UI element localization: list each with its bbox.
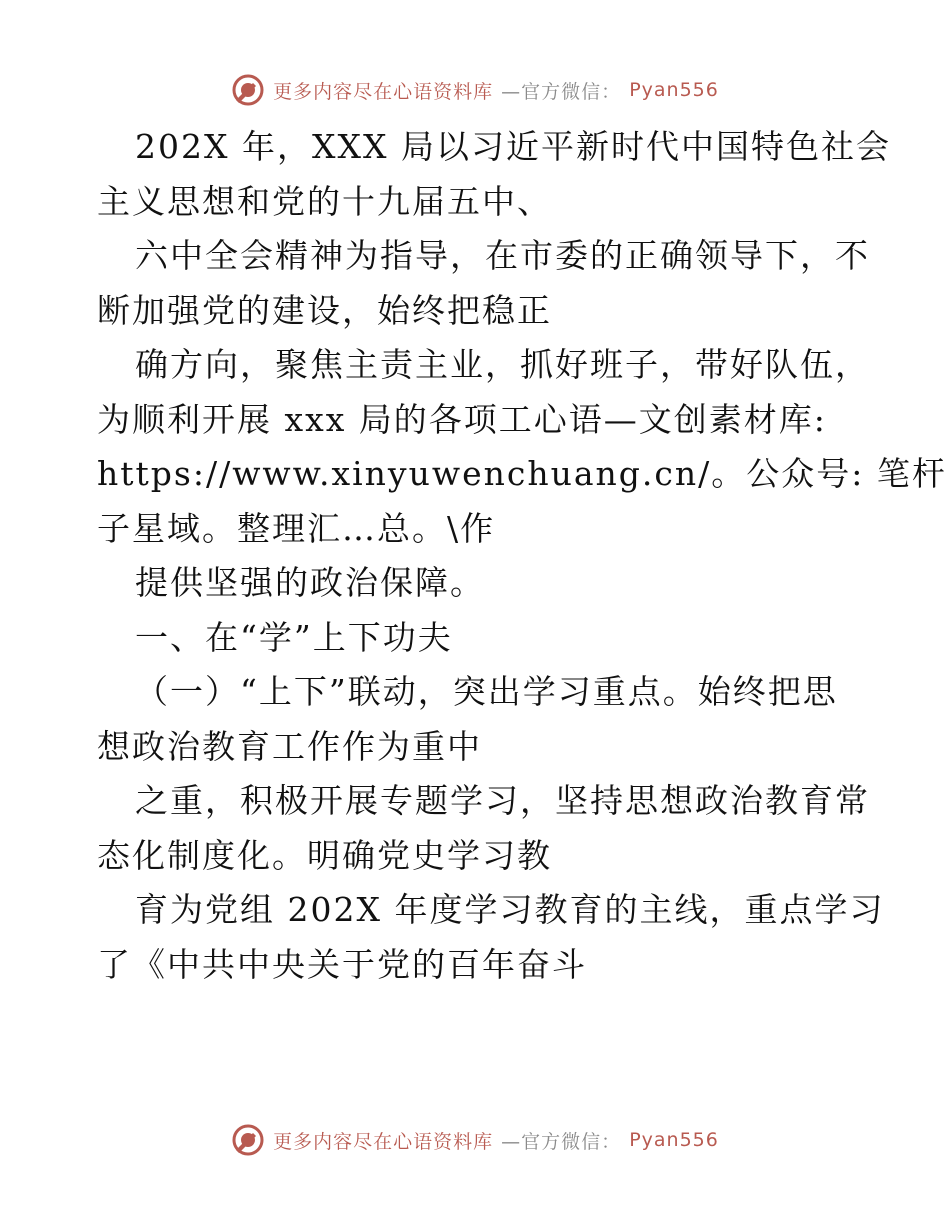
paragraph-line: https://www.xinyuwenchuang.cn/。公众号: 笔杆 — [97, 454, 947, 493]
paragraph-line: 子星域。整理汇…总。\作 — [97, 508, 496, 548]
paragraph-line: （一）“上下”联动，突出学习重点。始终把思 — [135, 672, 838, 711]
document-body — [97, 120, 947, 992]
paragraph-line: 之重，积极开展专题学习，坚持思想政治教育常 — [135, 781, 870, 820]
watermark-wechat-id: Pyan556 — [629, 1129, 719, 1151]
pen-logo-icon — [231, 73, 265, 107]
watermark-wechat-label: —官方微信： — [501, 1130, 622, 1153]
paragraph-line: 为顺利开展 xxx 局的各项工心语—文创素材库: — [97, 399, 827, 439]
paragraph-line: 确方向，聚焦主责主业，抓好班子，带好队伍， — [135, 345, 870, 384]
footer-watermark — [0, 1120, 950, 1160]
watermark-wechat-label: —官方微信： — [501, 80, 622, 103]
paragraph-line: 了《中共中央关于党的百年奋斗 — [97, 944, 587, 984]
paragraph-line: 主义思想和党的十九届五中、 — [97, 181, 552, 221]
paragraph-line: 育为党组 202X 年度学习教育的主线，重点学习 — [135, 890, 885, 929]
paragraph-line: 202X 年，XXX 局以习近平新时代中国特色社会 — [135, 127, 891, 166]
watermark-wechat-id: Pyan556 — [629, 79, 719, 101]
paragraph-line: 想政治教育工作作为重中 — [97, 726, 482, 766]
paragraph-line: 断加强党的建设，始终把稳正 — [97, 290, 552, 330]
section-heading: 一、在“学”上下功夫 — [135, 617, 453, 657]
paragraph-line: 六中全会精神为指导，在市委的正确领导下，不 — [135, 236, 870, 275]
paragraph-line: 提供坚强的政治保障。 — [135, 563, 485, 602]
watermark-text: 更多内容尽在心语资料库 — [273, 80, 494, 103]
pen-logo-icon — [231, 1123, 265, 1157]
watermark-text: 更多内容尽在心语资料库 — [273, 1130, 494, 1153]
header-watermark — [0, 70, 950, 110]
paragraph-line: 态化制度化。明确党史学习教 — [97, 835, 552, 875]
